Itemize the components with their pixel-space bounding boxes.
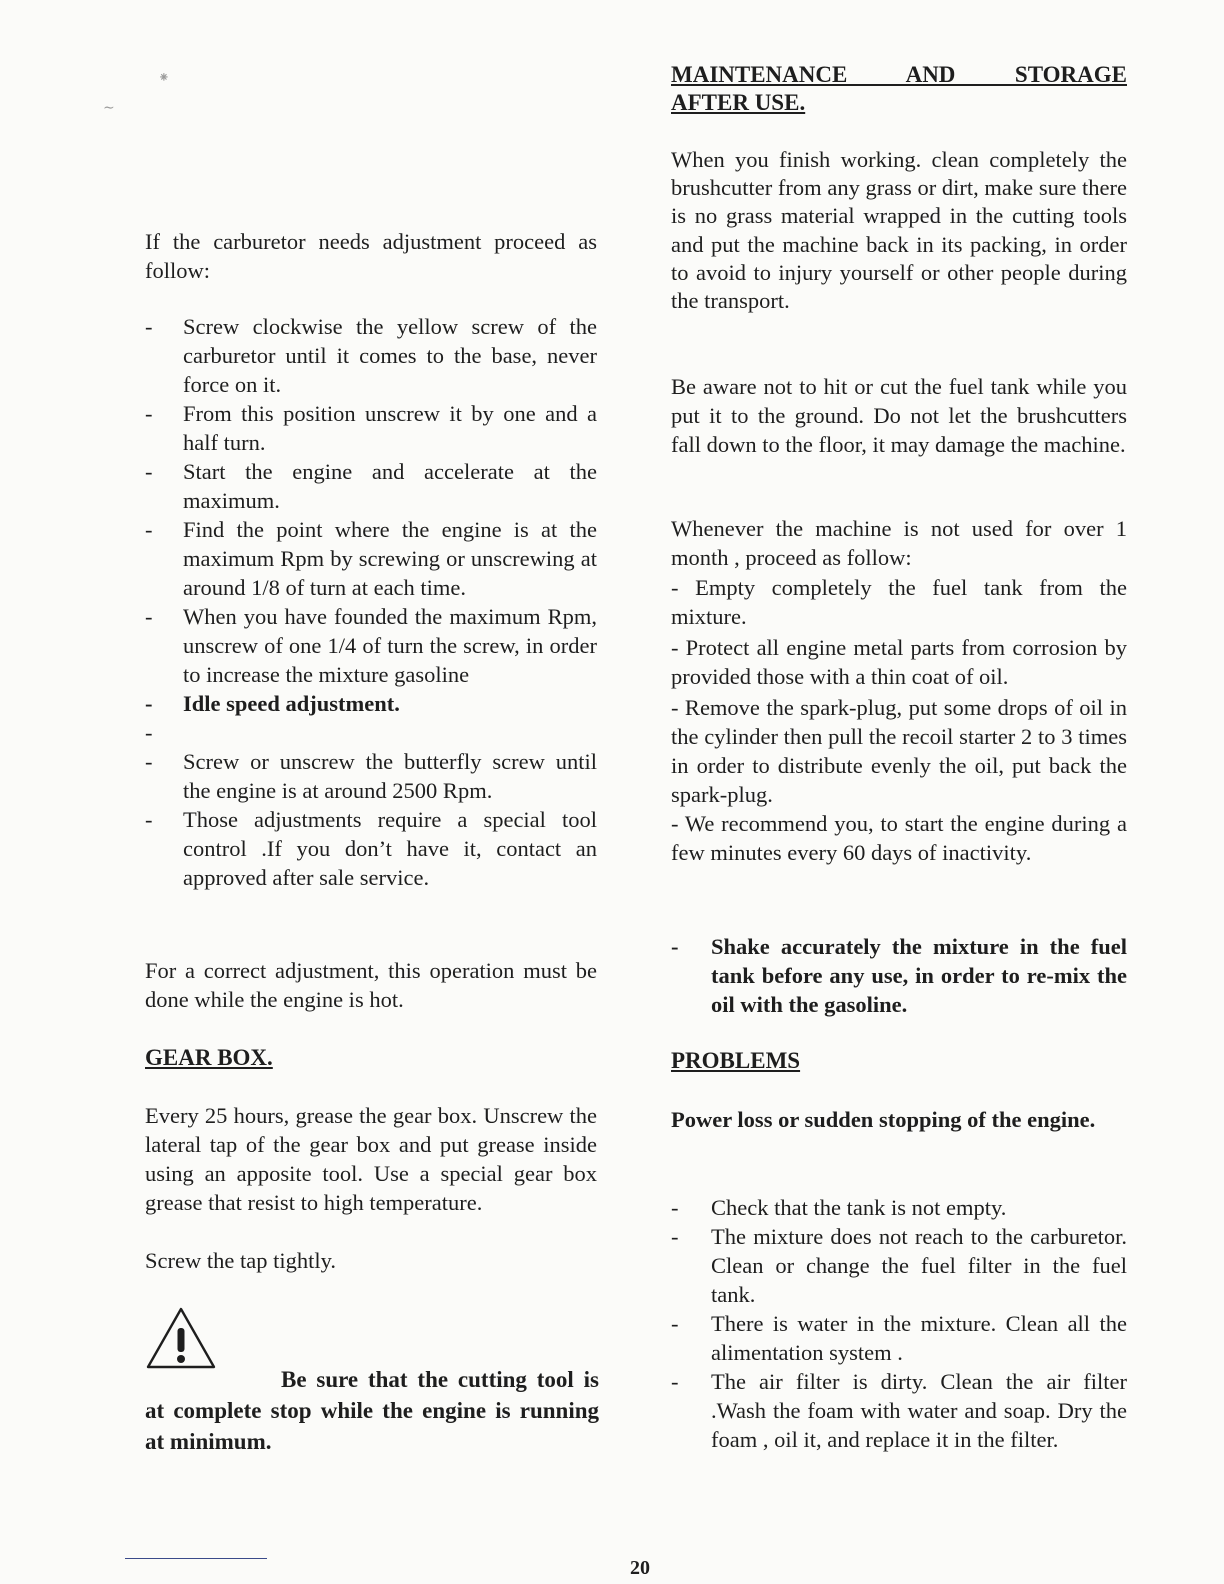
problems-heading: PROBLEMS: [671, 1048, 801, 1073]
scan-speck: ⁕: [158, 71, 170, 86]
maintenance-para-2: Be aware not to hit or cut the fuel tank while you put it to the ground. Do not let the brushcutters fall down to the floor, it may damage the machine.: [671, 374, 1127, 457]
carburetor-intro: If the carburetor needs adjustment proceed as follow:: [145, 229, 597, 283]
gearbox-heading: GEAR BOX.: [145, 1045, 273, 1070]
footer-rule: [125, 1558, 267, 1559]
bold-note-list: [671, 932, 1127, 1019]
list-item: - We recommend you, to start the engine during a few minutes every 60 days of inactivity.: [671, 811, 1127, 865]
gearbox-final: Screw the tap tightly.: [145, 1248, 336, 1273]
storage-steps: [671, 573, 1127, 867]
list-item: - Those adjustments require a special tool control .If you don’t have it, contact an approved after sale service.: [145, 805, 597, 892]
list-item: [145, 718, 597, 747]
problems-list: [671, 1193, 1127, 1454]
shake-mixture-note: - Shake accurately the mixture in the fuel tank before any use, in order to re-mix the oil with the gasoline.: [671, 932, 1127, 1019]
scan-speck: ∼: [103, 101, 115, 116]
list-item: - Check that the tank is not empty.: [671, 1193, 1127, 1222]
problems-subheading: Power loss or sudden stopping of the engine.: [671, 1107, 1096, 1132]
carburetor-steps: [145, 312, 597, 892]
maintenance-heading-line2: AFTER USE.: [671, 90, 806, 115]
adjustment-closing: For a correct adjustment, this operation must be done while the engine is hot.: [145, 958, 597, 1012]
list-item: - Protect all engine metal parts from corrosion by provided those with a thin coat of oil.: [671, 635, 1127, 689]
warning-text: Be sure that the cutting tool is at complete stop while the engine is running at minimum.: [145, 1367, 599, 1454]
list-item: - From this position unscrew it by one and a half turn.: [145, 399, 597, 457]
page-number: 20: [630, 1557, 650, 1579]
list-item: - The mixture does not reach to the carburetor. Clean or change the fuel filter in the fuel tank.: [671, 1222, 1127, 1309]
maintenance-heading: MAINTENANCE AND STORAGE: [671, 62, 1127, 87]
list-item: - Empty completely the fuel tank from the mixture.: [671, 575, 1127, 629]
idle-speed-heading: - Idle speed adjustment.: [145, 689, 597, 718]
list-item: - Find the point where the engine is at the maximum Rpm by screwing or unscrewing at around 1/8 of turn at each time.: [145, 515, 597, 602]
list-item: - Remove the spark-plug, put some drops of oil in the cylinder then pull the recoil starter 2 to 3 times in order to distribute evenly the oil, put back the spark-plug.: [671, 695, 1127, 807]
maintenance-para-3: Whenever the machine is not used for over 1 month , proceed as follow:: [671, 516, 1127, 570]
list-item: - Start the engine and accelerate at the maximum.: [145, 457, 597, 515]
list-item: - The air filter is dirty. Clean the air filter .Wash the foam with water and soap. Dry the foam , oil it, and replace it in the filter.: [671, 1367, 1127, 1454]
warning-triangle-icon: [145, 1306, 217, 1370]
list-item: - Screw or unscrew the butterfly screw until the engine is at around 2500 Rpm.: [145, 747, 597, 805]
list-item: - There is water in the mixture. Clean all the alimentation system .: [671, 1309, 1127, 1367]
list-item: - When you have founded the maximum Rpm, unscrew of one 1/4 of turn the screw, in order to increase the mixture gasoline: [145, 602, 597, 689]
maintenance-para-1: When you finish working. clean completely the brushcutter from any grass or dirt, make sure there is no grass material wrapped in the cutting tools and put the machine back in its packing, in order to avoid to injury yourself or other people during the transport.: [671, 147, 1127, 314]
gearbox-body: Every 25 hours, grease the gear box. Unscrew the lateral tap of the gear box and put grease inside using an apposite tool. Use a special gear box grease that resist to high temperature.: [145, 1103, 597, 1215]
list-item: - Screw clockwise the yellow screw of the carburetor until it comes to the base, never force on it.: [145, 312, 597, 399]
